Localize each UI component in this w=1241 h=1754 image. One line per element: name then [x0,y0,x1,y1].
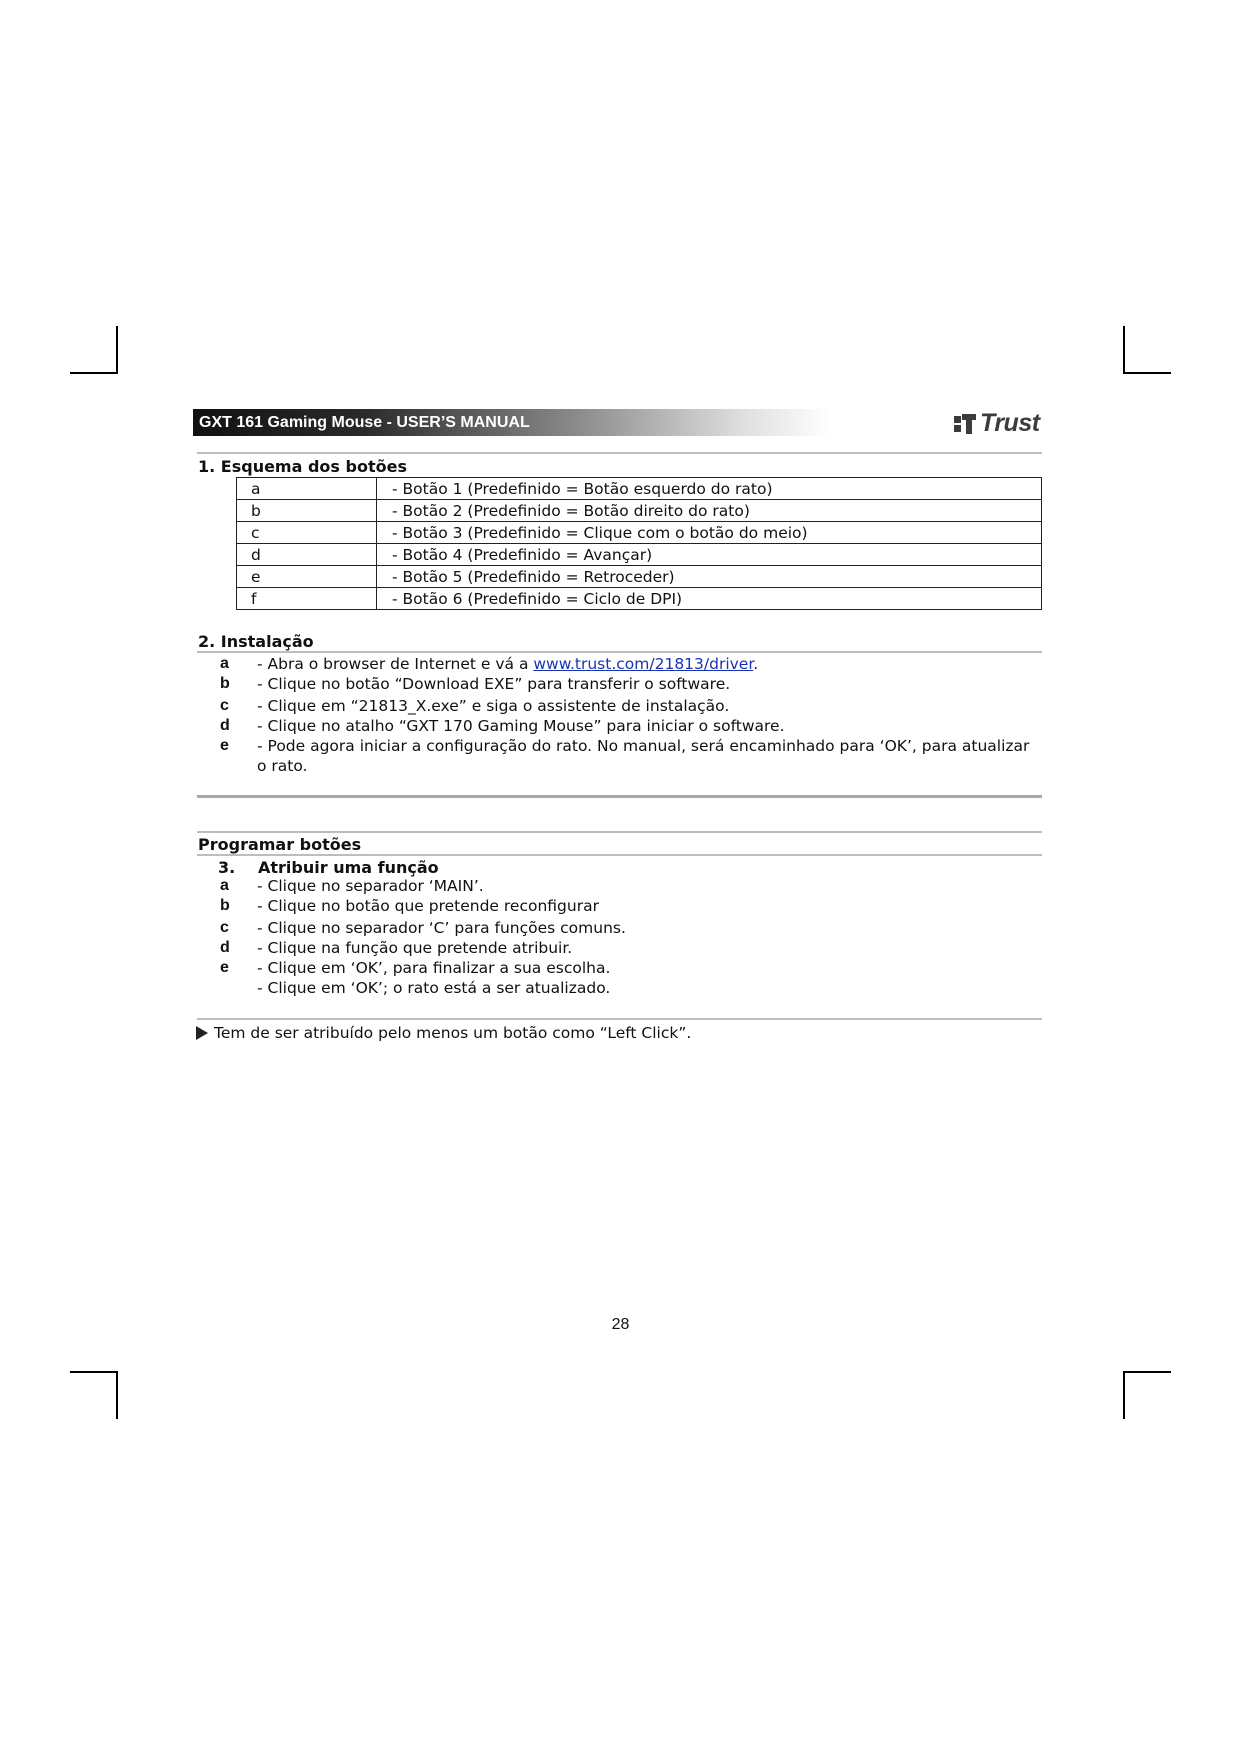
divider [197,831,1042,833]
step-letter: d [220,717,230,734]
step-text: - Clique em ‘OK’; o rato está a ser atualizado. [257,979,611,997]
list-item [220,674,1037,694]
triangle-right-icon [196,1026,208,1040]
step-text: - Pode agora iniciar a configuração do rato. No manual, será encaminhado para ‘OK’, para atualizar o rato. [257,737,1030,775]
step-text: - Clique no atalho “GXT 170 Gaming Mouse” para iniciar o software. [257,717,785,735]
button-description: - Botão 3 (Predefinido = Clique com o botão do meio) [377,522,1042,544]
installation-steps [220,654,1037,776]
button-description: - Botão 2 (Predefinido = Botão direito do rato) [377,500,1042,522]
crop-mark-bottom-right-vertical [1123,1371,1125,1419]
divider [197,452,1042,454]
manual-title: GXT 161 Gaming Mouse - USER’S MANUAL [199,414,530,431]
button-key: d [237,544,377,566]
list-item [220,876,1037,896]
step-text: - Clique na função que pretende atribuir. [257,939,573,957]
table-row [237,500,1042,522]
list-item [220,978,1037,998]
step-text: - Clique no separador ‘C’ para funções comuns. [257,919,626,937]
table-row [237,544,1042,566]
step-letter: b [220,675,230,692]
note-text: Tem de ser atribuído pelo menos um botão como “Left Click”. [214,1024,692,1042]
step-letter [220,978,257,998]
step-text: - Clique no separador ‘MAIN’. [257,877,484,895]
step-text: - Clique em ‘OK’, para finalizar a sua escolha. [257,959,611,977]
list-item [220,958,1037,978]
step-letter: c [220,919,229,936]
button-description: - Botão 6 (Predefinido = Ciclo de DPI) [377,588,1042,610]
button-description: - Botão 5 (Predefinido = Retroceder) [377,566,1042,588]
list-item [220,918,1037,938]
crop-mark-top-left-vertical [116,326,118,374]
step-text [257,654,1037,674]
button-description: - Botão 1 (Predefinido = Botão esquerdo do rato) [377,478,1042,500]
divider [197,795,1042,798]
driver-link[interactable]: www.trust.com/21813/driver [533,655,754,673]
step-letter: c [220,697,229,714]
step-letter: e [220,959,229,976]
step-text: - Clique em “21813_X.exe” e siga o assistente de instalação. [257,697,730,715]
list-item [220,696,1037,716]
step-text-after: . [753,655,759,673]
list-item [220,938,1037,958]
trust-logo [952,408,1040,438]
divider [197,1018,1042,1020]
trust-logo-icon [952,410,978,436]
button-layout-table [236,477,1042,610]
divider [197,651,1042,653]
step-letter: a [220,877,229,894]
step-letter: b [220,897,230,914]
section-2-title: 2. Instalação [198,632,314,651]
subsection-number: 3. [218,858,236,877]
step-letter: a [220,655,229,672]
divider [197,854,1042,856]
list-item [220,896,1037,916]
step-text: - Clique no botão que pretende reconfigurar [257,897,599,915]
subsection-title: Atribuir uma função [258,858,439,877]
button-key: e [237,566,377,588]
crop-mark-top-right-vertical [1123,326,1125,374]
crop-mark-bottom-right-horizontal [1123,1371,1171,1373]
button-key: b [237,500,377,522]
button-description: - Botão 4 (Predefinido = Avançar) [377,544,1042,566]
table-row [237,588,1042,610]
step-letter: e [220,737,229,754]
header-bar [193,409,1043,436]
section-1-title: 1. Esquema dos botões [198,457,407,476]
button-key: f [237,588,377,610]
table-row [237,478,1042,500]
step-text-before: - Abra o browser de Internet e vá a [257,655,534,673]
crop-mark-bottom-left-horizontal [70,1371,118,1373]
list-item [220,654,1037,674]
programming-steps [220,876,1037,998]
note [196,1024,691,1042]
subsection-heading [218,858,439,877]
step-letter: d [220,939,230,956]
list-item [220,736,1037,776]
step-text: - Clique no botão “Download EXE” para transferir o software. [257,675,731,693]
list-item [220,716,1037,736]
trust-logo-text: Trust [980,408,1040,437]
crop-mark-bottom-left-vertical [116,1371,118,1419]
table-row [237,566,1042,588]
button-key: a [237,478,377,500]
button-key: c [237,522,377,544]
table-row [237,522,1042,544]
section-3-title: Programar botões [198,835,362,854]
crop-mark-top-left-horizontal [70,372,118,374]
crop-mark-top-right-horizontal [1123,372,1171,374]
page-number: 28 [611,1316,630,1333]
